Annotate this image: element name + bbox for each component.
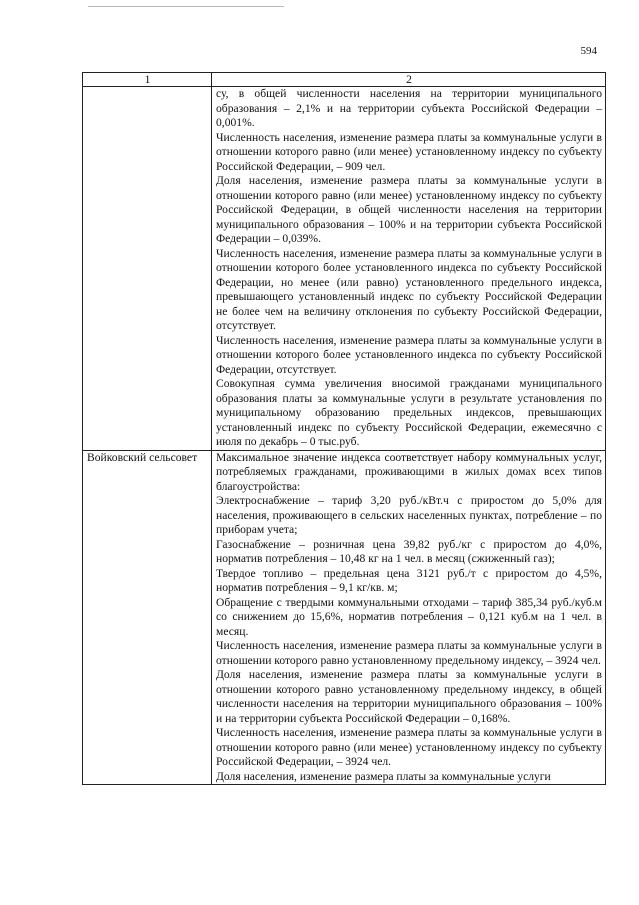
paragraph: Численность населения, изменение размера платы за коммунальные услуги в отношении которого более установленного индекса по субъекту Российской Федерации, отсутствует. bbox=[216, 333, 602, 376]
paragraph: Электроснабжение – тариф 3,20 руб./кВт.ч с приростом до 5,0% для населения, проживающего в сельских населенных пунктах, потребление – по приборам учета; bbox=[216, 494, 602, 536]
top-rule bbox=[88, 6, 284, 7]
paragraph: Обращение с твердыми коммунальными отходами – тариф 385,34 руб./куб.м со снижением до 15,6%, норматив потребления – 0,121 куб.м на 1 чел. в месяц. bbox=[216, 595, 602, 638]
paragraph: су, в общей численности населения на территории муниципального образования – 2,1% и на территории субъекта Российской Федерации – 0,001%. bbox=[216, 87, 602, 129]
paragraph: Численность населения, изменение размера платы за коммунальные услуги в отношении которого равно (или менее) установленному индексу по субъекту Российской Федерации, – 3924 чел. bbox=[216, 726, 602, 768]
paragraph: Совокупная сумма увеличения вносимой гражданами муниципального образования платы за коммунальные услуги в результате установления по муниципальному образованию предельных индексов, превышающих установленный индекс по субъекту Российской Федерации, ежемесячно с июля по декабрь – 0 тыс.руб. bbox=[216, 377, 602, 448]
paragraph: Численность населения, изменение размера платы за коммунальные услуги в отношении которого более установленного индекса по субъекту Российской Федерации, но менее (или равно) установленного предельного индекса, превышающего установленный индекс по субъекту Российской Федерации не более чем на величину отклонения по субъекту Российской Федерации, отсутствует. bbox=[216, 246, 602, 332]
document-table bbox=[82, 72, 606, 785]
paragraph: Твердое топливо – предельная цена 3121 руб./т с приростом до 4,5%, норматив потребления – 9,1 кг/кв. м; bbox=[216, 566, 602, 594]
paragraph: Численность населения, изменение размера платы за коммунальные услуги в отношении которого равно установленному предельному индексу, – 3924 чел. bbox=[216, 639, 602, 667]
paragraph: Доля населения, изменение размера платы за коммунальные услуги в отношении которого равно установленному предельному индексу, в общей численности населения на территории муниципального образования – 100% и на территории субъекта Российской Федерации – 0,168%. bbox=[216, 668, 602, 725]
row-content bbox=[212, 450, 606, 785]
paragraph: Доля населения, изменение размера платы за коммунальные услуги bbox=[216, 769, 551, 783]
table-row bbox=[83, 87, 606, 451]
region-name: Войковский сельсовет bbox=[83, 450, 212, 785]
paragraph: Численность населения, изменение размера платы за коммунальные услуги в отношении которого равно (или менее) установленному индексу по субъекту Российской Федерации, – 909 чел. bbox=[216, 130, 602, 173]
table-header-row bbox=[83, 73, 606, 87]
column-number-1: 1 bbox=[83, 73, 212, 87]
row-content bbox=[212, 87, 606, 451]
page-number: 594 bbox=[580, 45, 597, 57]
table-row bbox=[83, 450, 606, 785]
paragraph: Максимальное значение индекса соответствует набору коммунальных услуг, потребляемых гражданами, проживающими в жилых домах всех типов благоустройства: bbox=[216, 450, 602, 493]
paragraph: Газоснабжение – розничная цена 39,82 руб./кг с приростом до 4,0%, норматив потребления – 10,48 кг на 1 чел. в месяц (сжиженный газ); bbox=[216, 537, 602, 565]
column-number-2: 2 bbox=[212, 73, 606, 87]
region-name bbox=[83, 87, 212, 451]
paragraph: Доля населения, изменение размера платы за коммунальные услуги в отношении которого равно (или менее) установленному индексу по субъекту Российской Федерации, в общей численности населения на территории муниципального образования – 100% и на территории субъекта Российской Федерации – 0,039%. bbox=[216, 174, 602, 245]
